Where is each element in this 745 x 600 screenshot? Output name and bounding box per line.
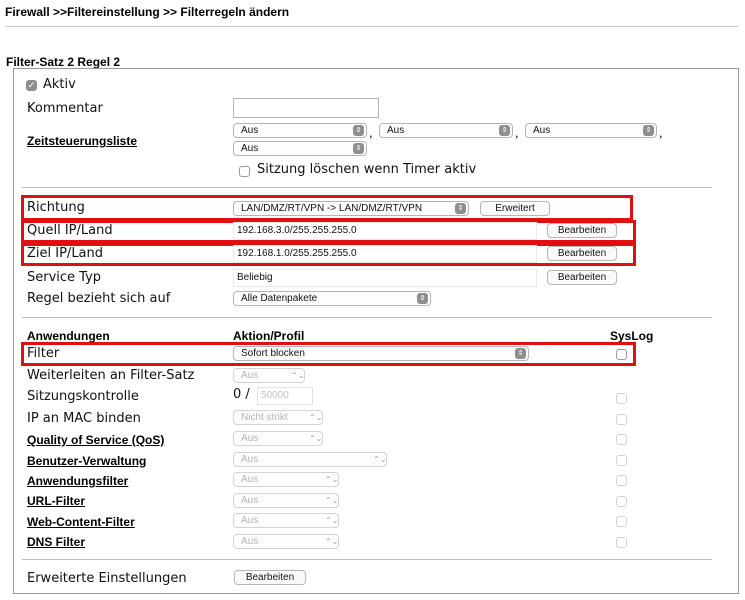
service-edit-button[interactable]: Bearbeiten <box>547 270 617 285</box>
clear-session-label: Sitzung löschen wenn Timer aktiv <box>257 162 477 177</box>
forward-select[interactable] <box>233 368 305 383</box>
schedule-select-1-value: Aus <box>241 125 259 136</box>
app-filter-label[interactable]: Anwendungsfilter <box>27 474 129 488</box>
qos-label[interactable]: Quality of Service (QoS) <box>27 433 165 447</box>
url-filter-syslog-checkbox[interactable] <box>616 496 627 507</box>
app-filter-select-value: Aus <box>241 474 259 485</box>
service-field[interactable]: Beliebig <box>233 269 537 287</box>
comment-label: Kommentar <box>27 101 103 116</box>
chevron-updown-icon: ⌃⌄ <box>325 537 339 546</box>
chevron-updown-icon: ⇕ <box>417 293 428 304</box>
chevron-updown-icon: ⌃⌄ <box>309 413 323 422</box>
active-checkbox[interactable]: ✓ <box>27 80 36 90</box>
chevron-updown-icon: ⌃⌄ <box>325 516 339 525</box>
ip-mac-select-value: Nicht strikt <box>241 412 288 423</box>
action-header: Aktion/Profil <box>233 329 305 343</box>
schedule-comma-3: , <box>659 125 663 140</box>
schedule-comma-2: , <box>515 125 519 140</box>
schedule-select-3-value: Aus <box>533 125 551 136</box>
qos-select-value: Aus <box>241 433 259 444</box>
chevron-updown-icon: ⌃⌄ <box>309 434 323 443</box>
breadcrumb: Firewall >>Filtereinstellung >> Filterregeln ändern <box>5 5 290 19</box>
advanced-direction-button[interactable]: Erweitert <box>480 201 550 216</box>
web-filter-select[interactable] <box>233 513 339 528</box>
schedule-select-3[interactable] <box>525 123 657 138</box>
title-divider <box>5 26 738 27</box>
schedule-select-4[interactable] <box>233 141 367 156</box>
comment-input[interactable] <box>233 98 379 118</box>
advanced-settings-label: Erweiterte Einstellungen <box>27 571 187 586</box>
schedule-select-1[interactable] <box>233 123 367 138</box>
apps-header: Anwendungen <box>27 329 110 343</box>
url-filter-select[interactable] <box>233 493 339 508</box>
dest-ip-field[interactable]: 192.168.1.0/255.255.255.0 <box>233 245 537 263</box>
dns-filter-select[interactable] <box>233 534 339 549</box>
user-mgmt-syslog-checkbox[interactable] <box>616 455 627 466</box>
service-label: Service Typ <box>27 270 102 285</box>
dest-label: Ziel IP/Land <box>27 246 104 261</box>
advanced-settings-edit-button[interactable]: Bearbeiten <box>234 570 306 585</box>
dest-edit-button[interactable]: Bearbeiten <box>547 246 617 261</box>
filter-set-title: Filter-Satz 2 Regel 2 <box>6 55 121 69</box>
qos-syslog-checkbox[interactable] <box>616 434 627 445</box>
chevron-updown-icon: ⌃⌄ <box>325 496 339 505</box>
chevron-updown-icon: ⇕ <box>353 125 364 136</box>
session-control-prefix: 0 / <box>233 387 250 402</box>
web-filter-label[interactable]: Web-Content-Filter <box>27 515 135 529</box>
source-edit-button[interactable]: Bearbeiten <box>547 223 617 238</box>
ip-mac-syslog-checkbox[interactable] <box>616 414 627 425</box>
direction-label: Richtung <box>27 200 85 215</box>
filter-action-select[interactable] <box>233 346 529 361</box>
section-divider <box>22 317 712 318</box>
schedule-label[interactable]: Zeitsteuerungsliste <box>27 134 138 148</box>
forward-select-value: Aus <box>241 370 259 381</box>
url-filter-label[interactable]: URL-Filter <box>27 494 85 508</box>
schedule-select-2[interactable] <box>379 123 513 138</box>
chevron-updown-icon: ⇕ <box>499 125 510 136</box>
ip-mac-label: IP an MAC binden <box>27 411 141 426</box>
section-divider <box>22 187 712 188</box>
filter-action-select-value: Sofort blocken <box>241 348 305 359</box>
chevron-updown-icon: ⇕ <box>515 348 526 359</box>
chevron-updown-icon: ⇕ <box>643 125 654 136</box>
direction-select[interactable] <box>233 201 469 216</box>
filter-label: Filter <box>27 346 60 361</box>
web-filter-select-value: Aus <box>241 515 259 526</box>
filter-syslog-checkbox[interactable] <box>616 349 627 360</box>
qos-select[interactable] <box>233 431 323 446</box>
forward-label: Weiterleiten an Filter-Satz <box>27 368 195 383</box>
syslog-header: SysLog <box>610 329 654 343</box>
app-filter-select[interactable] <box>233 472 339 487</box>
chevron-updown-icon: ⇕ <box>353 143 364 154</box>
session-control-label: Sitzungskontrolle <box>27 389 139 404</box>
schedule-select-2-value: Aus <box>387 125 405 136</box>
section-divider <box>22 559 712 560</box>
direction-select-value: LAN/DMZ/RT/VPN -> LAN/DMZ/RT/VPN <box>241 203 423 214</box>
source-ip-field[interactable]: 192.168.3.0/255.255.255.0 <box>233 222 537 240</box>
user-mgmt-select-value: Aus <box>241 454 259 465</box>
rule-applies-label: Regel bezieht sich auf <box>27 291 171 306</box>
chevron-updown-icon: ⌃⌄ <box>291 371 305 380</box>
schedule-select-4-value: Aus <box>241 143 259 154</box>
clear-session-checkbox[interactable] <box>239 166 250 177</box>
web-filter-syslog-checkbox[interactable] <box>616 516 627 527</box>
rule-applies-select[interactable] <box>233 291 431 306</box>
session-syslog-checkbox[interactable] <box>616 393 627 404</box>
rule-applies-select-value: Alle Datenpakete <box>241 293 318 304</box>
active-label: Aktiv <box>43 77 76 92</box>
url-filter-select-value: Aus <box>241 495 259 506</box>
schedule-comma-1: , <box>369 125 373 140</box>
ip-mac-select[interactable] <box>233 410 323 425</box>
app-filter-syslog-checkbox[interactable] <box>616 475 627 486</box>
dns-filter-select-value: Aus <box>241 536 259 547</box>
chevron-updown-icon: ⌃⌄ <box>325 475 339 484</box>
user-mgmt-label[interactable]: Benutzer-Verwaltung <box>27 454 147 468</box>
source-label: Quell IP/Land <box>27 223 113 238</box>
dns-filter-label[interactable]: DNS Filter <box>27 535 86 549</box>
chevron-updown-icon: ⌃⌄ <box>373 455 387 464</box>
user-mgmt-select[interactable] <box>233 452 387 467</box>
dns-filter-syslog-checkbox[interactable] <box>616 537 627 548</box>
session-limit-input[interactable]: 50000 <box>257 387 313 405</box>
chevron-updown-icon: ⇕ <box>455 203 466 214</box>
